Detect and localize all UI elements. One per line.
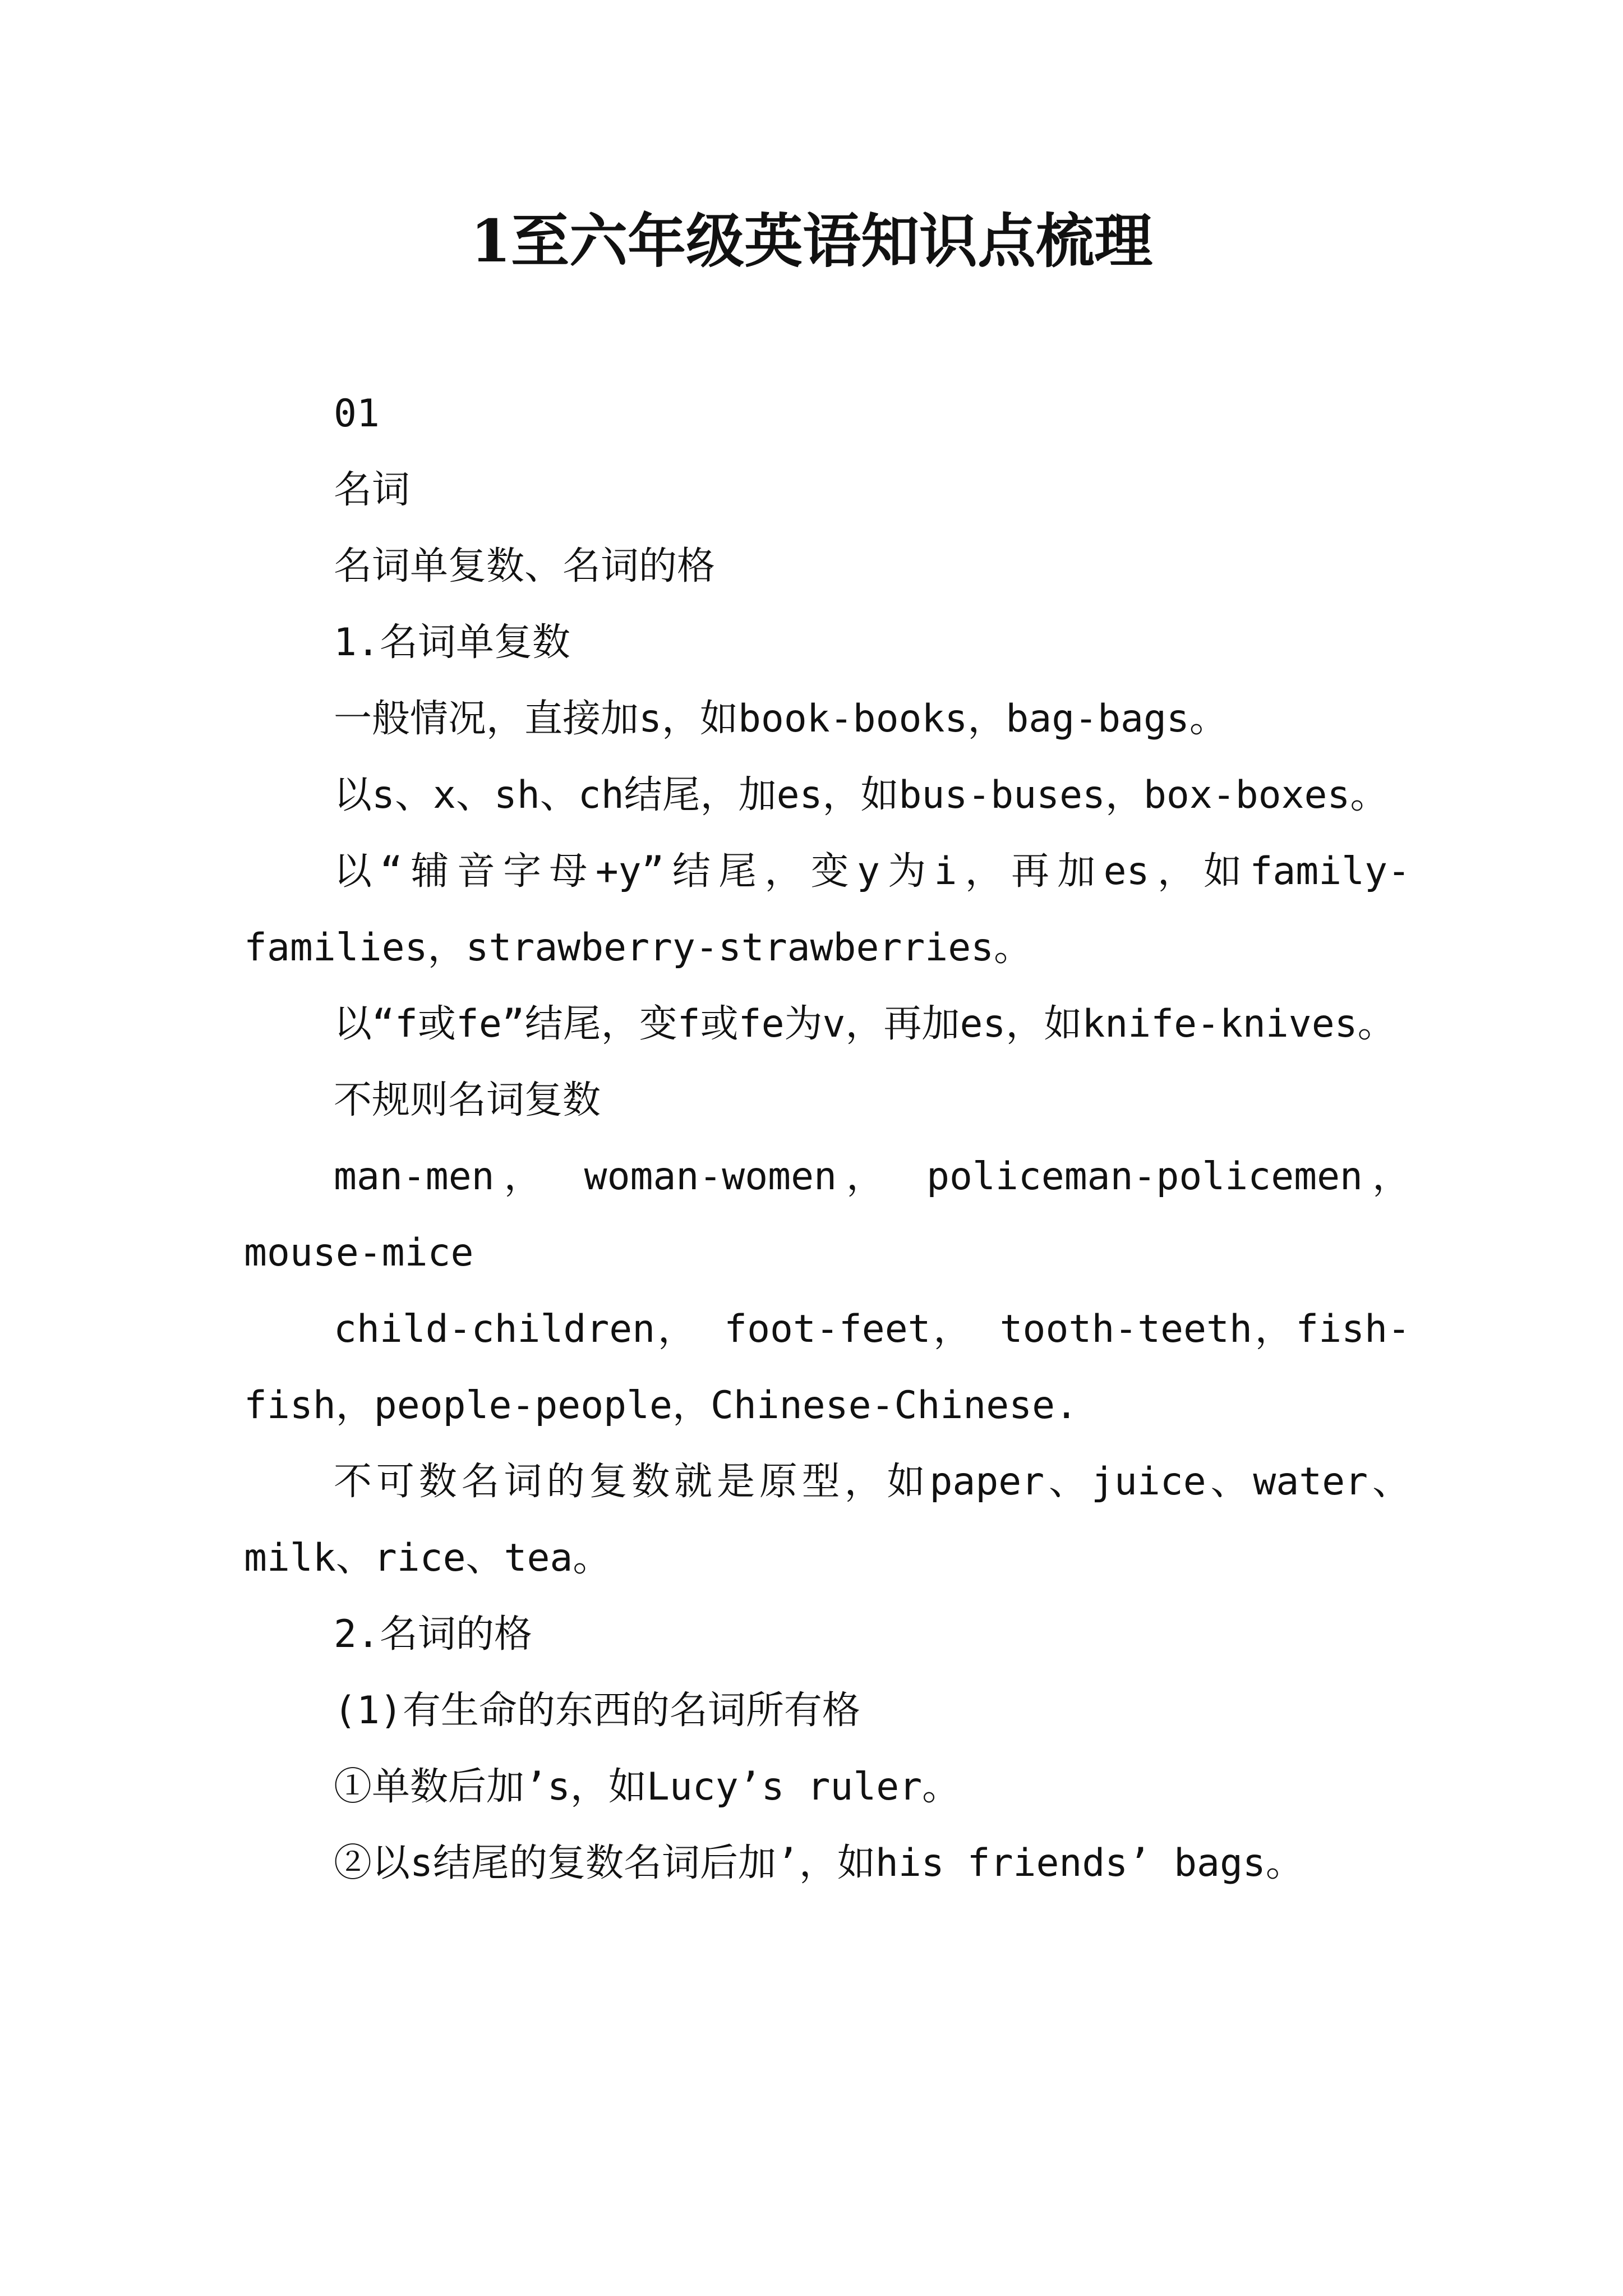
section-heading: 名词	[334, 468, 411, 512]
subsection-heading-plural: 1.名词单复数	[334, 620, 570, 665]
rule-paragraph: 一般情况，直接加s，如book-books，bag-bags。	[334, 697, 1228, 741]
rule-heading-possessive: (1)有生命的东西的名词所有格	[334, 1688, 860, 1733]
rule-paragraph: ①单数后加’s，如Lucy’s ruler。	[334, 1765, 961, 1809]
document-title: 1至六年级英语知识点梳理	[470, 206, 1153, 275]
rule-paragraph: ②以s结尾的复数名词后加’，如his friends’ bags。	[334, 1841, 1304, 1885]
document-body	[244, 376, 1410, 1902]
example-paragraph: child-children， foot-feet， tooth-teeth，fish-fish，people-people，Chinese-Chinese.	[244, 1307, 1410, 1428]
example-paragraph: man-men， woman-women， policeman-policemen，mouse-mice	[244, 1154, 1410, 1275]
rule-paragraph: 不可数名词的复数就是原型，如paper、juice、water、milk、rice、tea。	[244, 1460, 1410, 1580]
rule-paragraph: 以“f或fe”结尾，变f或fe为v，再加es，如knife-knives。	[334, 1002, 1396, 1046]
section-number: 01	[334, 392, 380, 436]
section-subheading: 名词单复数、名词的格	[334, 544, 716, 588]
subsection-heading-case: 2.名词的格	[334, 1612, 532, 1657]
rule-heading-irregular: 不规则名词复数	[334, 1078, 601, 1122]
rule-paragraph: 以s、x、sh、ch结尾，加es，如bus-buses，box-boxes。	[334, 773, 1389, 817]
rule-paragraph: 以“辅音字母+y”结尾，变y为i，再加es，如family-families，strawberry-strawberries。	[244, 849, 1410, 970]
